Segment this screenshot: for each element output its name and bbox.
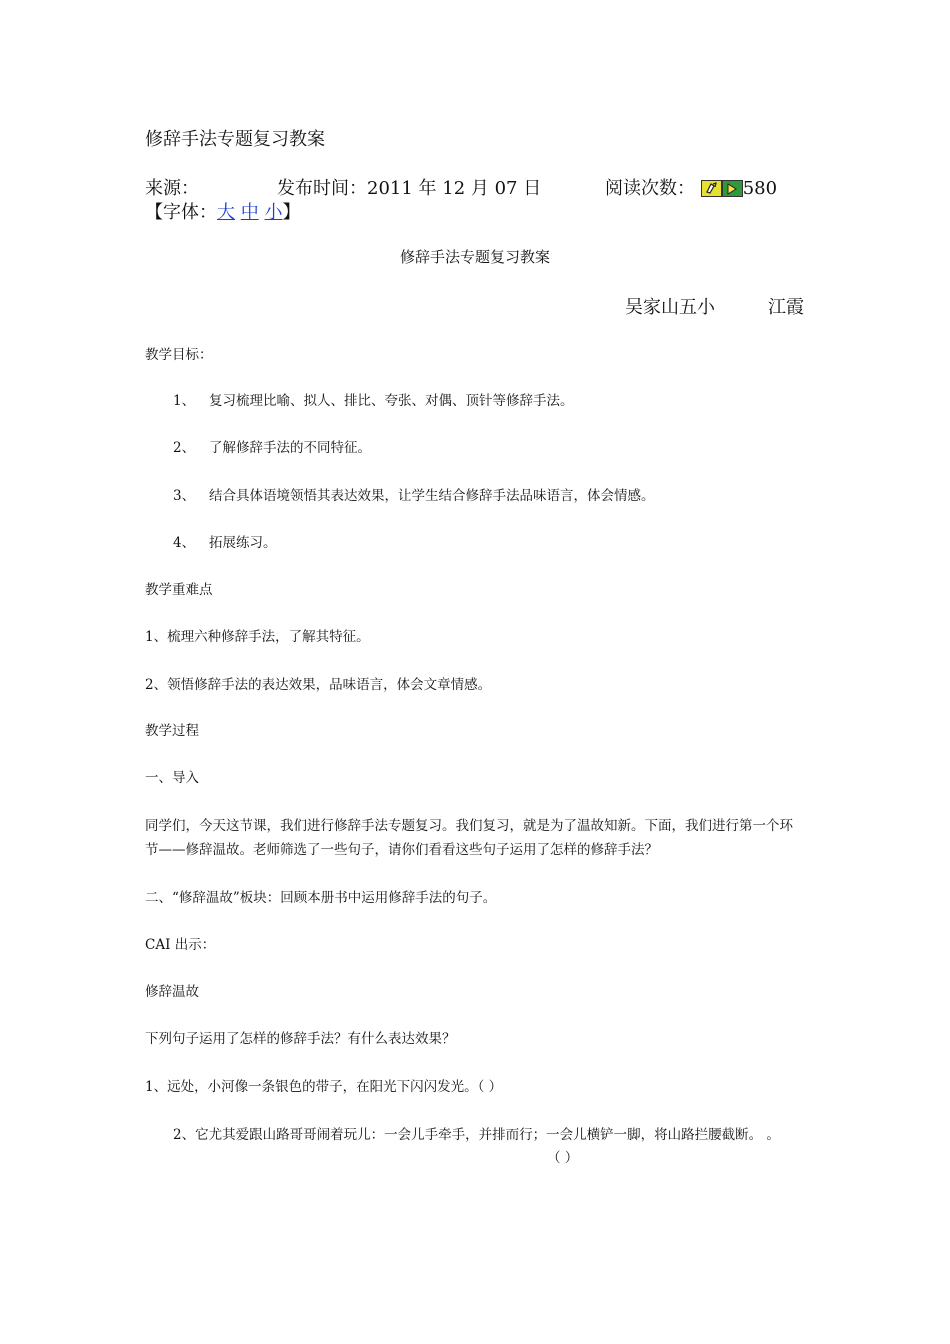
goal-text: 了解修辞手法的不同特征。 bbox=[209, 440, 371, 456]
source-label: 来源： bbox=[145, 178, 199, 199]
goal-number: 4、 bbox=[173, 535, 196, 551]
key-point: 2、领悟修辞手法的表达效果，品味语言，体会文章情感。 bbox=[145, 677, 492, 693]
key-heading: 教学重难点 bbox=[145, 582, 213, 598]
reads-count: 580 bbox=[742, 178, 778, 199]
read-count bbox=[605, 174, 777, 200]
answer-blank: （ ） bbox=[547, 1150, 579, 1166]
process-heading: 教学过程 bbox=[145, 723, 199, 739]
font-size-small-link[interactable]: 小 bbox=[264, 202, 283, 223]
publish-time bbox=[277, 174, 541, 200]
step-intro-heading: 一、导入 bbox=[145, 770, 199, 786]
refresh-icon bbox=[701, 180, 722, 197]
counter-icon bbox=[722, 180, 743, 197]
font-size-selector bbox=[145, 198, 300, 224]
font-size-medium-link[interactable]: 中 bbox=[240, 202, 259, 223]
goal-number: 1、 bbox=[173, 393, 196, 409]
goals-heading: 教学目标： bbox=[145, 347, 213, 363]
font-size-large-link[interactable]: 大 bbox=[217, 202, 235, 223]
author-school: 吴家山五小 bbox=[625, 297, 715, 318]
key-point: 1、梳理六种修辞手法，了解其特征。 bbox=[145, 629, 370, 645]
intro-paragraph-line: 节——修辞温故。老师筛选了一些句子，请你们看看这些句子运用了怎样的修辞手法？ bbox=[145, 842, 658, 858]
font-size-label: 【字体： bbox=[145, 202, 217, 223]
review-title: 修辞温故 bbox=[145, 984, 199, 1000]
goal-number: 3、 bbox=[173, 488, 196, 504]
page-title: 修辞手法专题复习教案 bbox=[145, 129, 325, 150]
step-review-heading: 二、“修辞温故”板块：回顾本册书中运用修辞手法的句子。 bbox=[145, 890, 497, 906]
goal-text: 结合具体语境领悟其表达效果，让学生结合修辞手法品味语言，体会情感。 bbox=[209, 488, 655, 504]
intro-paragraph-line: 同学们，今天这节课，我们进行修辞手法专题复习。我们复习，就是为了温故知新。下面，我们进行第一个环 bbox=[145, 818, 793, 834]
goal-text: 复习梳理比喻、拟人、排比、夸张、对偶、顶针等修辞手法。 bbox=[209, 393, 574, 409]
publish-label: 发布时间： bbox=[277, 178, 367, 199]
goal-text: 拓展练习。 bbox=[209, 535, 277, 551]
font-size-label-close: 】 bbox=[282, 202, 301, 223]
document-title: 修辞手法专题复习教案 bbox=[399, 248, 550, 266]
reads-label: 阅读次数： bbox=[605, 178, 695, 199]
author-name: 江霞 bbox=[768, 297, 804, 318]
exercise-sentence: 1、远处，小河像一条银色的带子，在阳光下闪闪发光。（ ） bbox=[145, 1079, 503, 1095]
goal-number: 2、 bbox=[173, 440, 196, 456]
exercise-question: 下列句子运用了怎样的修辞手法？有什么表达效果？ bbox=[145, 1031, 456, 1047]
exercise-sentence: 2、它尤其爱跟山路哥哥闹着玩儿：一会儿手牵手，并排而行；一会儿横铲一脚，将山路拦腰截断。 。 bbox=[173, 1127, 780, 1143]
cai-label: CAI 出示： bbox=[145, 937, 216, 953]
publish-date: 2011 年 12 月 07 日 bbox=[367, 178, 542, 199]
